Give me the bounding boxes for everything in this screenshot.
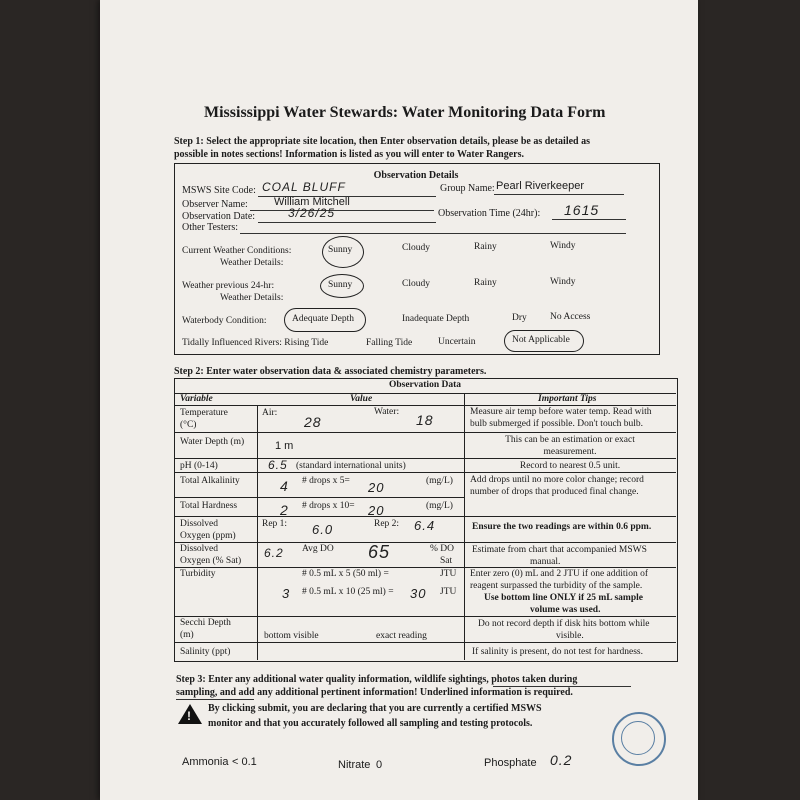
observer-name-label: Observer Name: [182, 199, 248, 210]
ammonia-value: < 0.1 [232, 756, 257, 768]
current-weather-details-label: Weather Details: [220, 258, 284, 268]
turbidity-jtu-2: JTU [440, 587, 457, 597]
do-rep2-label: Rep 2: [374, 519, 400, 529]
prev-weather-option-cloudy[interactable]: Cloudy [402, 279, 430, 289]
nitrate-label: Nitrate [338, 759, 371, 771]
temperature-tip-2: bulb submerged if possible. Don't touch bulb. [470, 419, 644, 429]
prev-weather-details-label: Weather Details: [220, 293, 284, 303]
warning-line2: monitor and that you accurately followed all sampling and testing protocols. [208, 718, 533, 729]
col-tips-header: Important Tips [538, 394, 597, 404]
table-rule [174, 393, 676, 394]
water-wave-icon [621, 721, 655, 755]
turbidity-tip-4: volume was used. [530, 605, 601, 615]
observation-date-label: Observation Date: [182, 211, 256, 222]
turbidity-jtu-1: JTU [440, 569, 457, 579]
do-ppm-tip: Ensure the two readings are within 0.6 ppm. [472, 522, 652, 532]
alkalinity-label: Total Alkalinity [180, 476, 240, 486]
observation-data-heading: Observation Data [388, 380, 462, 390]
msws-seal-logo [612, 712, 666, 766]
waterbody-option-adequate[interactable]: Adequate Depth [292, 314, 354, 324]
warning-line1: By clicking submit, you are declaring that you are currently a certified MSWS [208, 703, 542, 714]
table-col-divider [464, 393, 465, 660]
secchi-label-2: (m) [180, 630, 194, 640]
step1-line1: Step 1: Select the appropriate site location, then Enter observation details, please be as detailed as [174, 136, 590, 147]
do-rep2-value: 6.4 [414, 518, 436, 533]
turbidity-line2: # 0.5 mL x 10 (25 ml) = [302, 587, 394, 597]
warning-icon-mark: ! [187, 709, 191, 723]
current-weather-label: Current Weather Conditions: [182, 246, 292, 256]
alkalinity-units: (mg/L) [426, 476, 453, 486]
hardness-units: (mg/L) [426, 501, 453, 511]
secchi-tip-2: visible. [556, 631, 584, 641]
observation-date-value: 3/26/25 [288, 206, 336, 220]
turbidity-result: 30 [410, 586, 427, 601]
do-rep1-value: 6.0 [312, 522, 334, 537]
table-rule [174, 405, 676, 406]
current-weather-option-windy[interactable]: Windy [550, 241, 576, 251]
hardness-drops: 2 [280, 502, 289, 518]
col-value-header: Value [350, 394, 373, 404]
water-depth-value: 1 m [275, 440, 294, 452]
do-sat-tip-2: manual. [530, 557, 561, 567]
ammonia-label: Ammonia [182, 756, 229, 768]
do-sat-label-2: Oxygen (% Sat) [180, 556, 242, 566]
secchi-option-exact-reading[interactable]: exact reading [376, 631, 427, 641]
air-temp-label: Air: [262, 408, 278, 418]
step2-label: Step 2: Enter water observation data & associated chemistry parameters. [174, 366, 487, 377]
do-avg-label: Avg DO [302, 544, 334, 554]
turbidity-line1: # 0.5 mL x 5 (50 ml) = [302, 569, 389, 579]
prev-weather-option-windy[interactable]: Windy [550, 277, 576, 287]
alkalinity-drops: 4 [280, 478, 289, 494]
waterbody-condition-label: Waterbody Condition: [182, 316, 267, 326]
phosphate-value: 0.2 [550, 752, 573, 768]
observation-time-line [552, 219, 626, 220]
depth-tip-2: measurement. [543, 447, 597, 457]
table-rule [174, 616, 676, 617]
alkalinity-formula: # drops x 5= [302, 476, 350, 486]
do-pct-value: 65 [368, 542, 391, 562]
alkalinity-result: 20 [368, 480, 385, 495]
group-name-value: Pearl Riverkeeper [496, 180, 585, 192]
depth-tip-1: This can be an estimation or exact [505, 435, 635, 445]
water-temp-value: 18 [416, 412, 434, 428]
secchi-label-1: Secchi Depth [180, 618, 231, 628]
observer-name-line [250, 210, 434, 211]
tidal-option-falling[interactable]: Falling Tide [366, 338, 413, 348]
ph-tip: Record to nearest 0.5 unit. [519, 461, 621, 471]
turbidity-tip-1: Enter zero (0) mL and 2 JTU if one addition of [470, 569, 648, 579]
temperature-label-1: Temperature [180, 408, 228, 418]
do-pct-label-1: % DO [430, 544, 455, 554]
table-rule [174, 516, 676, 517]
table-rule [174, 458, 676, 459]
ph-units: (standard international units) [296, 461, 406, 471]
ph-label: pH (0-14) [180, 461, 218, 471]
prev-weather-label: Weather previous 24-hr: [182, 281, 275, 291]
step3-line2: sampling, and add any additional pertinent information! Underlined information is required. [176, 687, 573, 698]
observation-time-label: Observation Time (24hr): [438, 208, 541, 219]
prev-weather-option-sunny[interactable]: Sunny [328, 280, 353, 290]
current-weather-option-sunny[interactable]: Sunny [328, 245, 353, 255]
waterbody-option-inadequate[interactable]: Inadequate Depth [402, 314, 470, 324]
table-rule [174, 542, 676, 543]
observation-details-heading: Observation Details [373, 170, 459, 181]
do-rep1-label: Rep 1: [262, 519, 288, 529]
col-variable-header: Variable [180, 394, 213, 404]
form-title: Mississippi Water Stewards: Water Monitoring Data Form [204, 104, 606, 121]
group-name-line [494, 194, 624, 195]
step3-underline-photos [493, 686, 631, 687]
hardness-result: 20 [368, 503, 385, 518]
observation-time-value: 1615 [564, 202, 600, 218]
nitrate-value: 0 [376, 759, 383, 771]
site-code-label: MSWS Site Code: [182, 185, 256, 196]
waterbody-option-dry[interactable]: Dry [512, 313, 527, 323]
temperature-tip-1: Measure air temp before water temp. Read with [470, 407, 652, 417]
alkalinity-tip-1: Add drops until no more color change; record [470, 475, 644, 485]
water-temp-label: Water: [374, 407, 400, 417]
do-sat-tip-1: Estimate from chart that accompanied MSWS [472, 545, 647, 555]
current-weather-option-cloudy[interactable]: Cloudy [402, 243, 430, 253]
data-form-page [100, 0, 698, 800]
tidal-option-uncertain[interactable]: Uncertain [438, 337, 476, 347]
secchi-tip-1: Do not record depth if disk hits bottom while [478, 619, 650, 629]
hardness-label: Total Hardness [180, 501, 238, 511]
ph-value: 6.5 [268, 458, 288, 472]
air-temp-value: 28 [304, 414, 322, 430]
water-depth-label: Water Depth (m) [180, 437, 245, 447]
do-pct-label-2: Sat [440, 556, 453, 566]
prev-weather-option-rainy[interactable]: Rainy [474, 278, 497, 288]
alkalinity-tip-2: number of drops that produced final change. [470, 487, 639, 497]
step1-line2: possible in notes sections! Information is listed as you will enter to Water Rangers. [174, 149, 525, 160]
phosphate-label: Phosphate [484, 757, 537, 769]
secchi-option-bottom-visible[interactable]: bottom visible [264, 631, 319, 641]
turbidity-label: Turbidity [180, 569, 216, 579]
table-col-divider [257, 405, 258, 660]
table-rule [174, 642, 676, 643]
table-rule [174, 472, 676, 473]
site-code-value: COAL BLUFF [262, 180, 346, 194]
do-sat-label-1: Dissolved [180, 544, 218, 554]
do-ppm-label-2: Oxygen (ppm) [180, 531, 236, 541]
temperature-label-2: (°C) [180, 420, 197, 430]
salinity-label: Salinity (ppt) [180, 647, 231, 657]
turbidity-tip-3: Use bottom line ONLY if 25 mL sample [484, 593, 643, 603]
do-sat-value: 6.2 [264, 546, 284, 560]
table-rule [174, 432, 676, 433]
group-name-label: Group Name: [440, 183, 495, 194]
hardness-formula: # drops x 10= [302, 501, 355, 511]
tidal-option-not-applicable[interactable]: Not Applicable [512, 335, 570, 345]
other-testers-label: Other Testers: [182, 222, 239, 233]
tidal-label: Tidally Influenced Rivers: Rising Tide [182, 338, 329, 348]
observer-name-value: William Mitchell [274, 196, 350, 208]
observation-date-line [258, 222, 436, 223]
step3-underline-sampling [176, 699, 254, 700]
waterbody-option-no-access[interactable]: No Access [550, 312, 591, 322]
other-testers-line [240, 233, 626, 234]
turbidity-tip-2: reagent surpassed the turbidity of the sample. [470, 581, 643, 591]
table-rule [174, 497, 464, 498]
step3-line1: Step 3: Enter any additional water quality information, wildlife sightings, photos taken during [176, 674, 578, 685]
current-weather-option-rainy[interactable]: Rainy [474, 242, 497, 252]
salinity-tip: If salinity is present, do not test for hardness. [472, 647, 643, 657]
table-rule [174, 567, 676, 568]
do-ppm-label-1: Dissolved [180, 519, 218, 529]
turbidity-drops: 3 [282, 586, 291, 601]
